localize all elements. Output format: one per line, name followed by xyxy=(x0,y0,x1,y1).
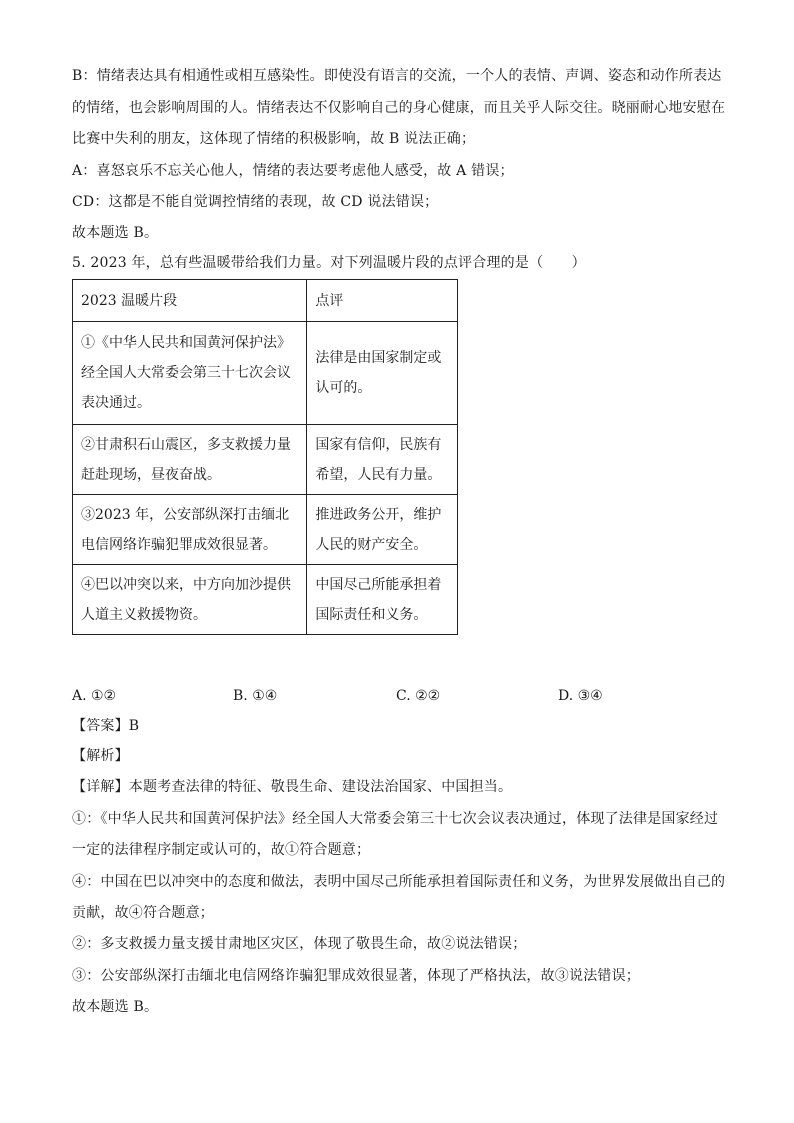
text-line: 比赛中失利的朋友，这体现了情绪的积极影响，故 B 说法正确； xyxy=(72,131,476,147)
text-line: 的情绪，也会影响周围的人。情绪表达不仅影响自己的身心健康，而且关乎人际交往。晓丽耐心地安慰在 xyxy=(72,100,726,116)
option-c: C. ②② xyxy=(396,688,441,704)
table-row xyxy=(73,565,458,635)
question-stem: 5. 2023 年，总有些温暖带给我们力量。对下列温暖片段的点评合理的是（ ） xyxy=(72,255,586,271)
text-line: 一定的法律程序制定或认可的，故①符合题意； xyxy=(72,842,371,858)
table-row xyxy=(73,322,458,425)
comment-cell: 推进政务公开，维护人民的财产安全。 xyxy=(307,495,458,565)
text-line: 【详解】本题考查法律的特征、敬畏生命、建设法治国家、中国担当。 xyxy=(72,779,513,795)
text-line: ③：公安部纵深打击缅北电信网络诈骗犯罪成效很显著，体现了严格执法，故③说法错误； xyxy=(72,968,640,984)
fragments-table xyxy=(72,279,458,635)
table-header-comment: 点评 xyxy=(307,280,458,322)
text-line: CD：这都是不能自觉调控情绪的表现，故 CD 说法错误； xyxy=(72,194,439,210)
text-line: A：喜怒哀乐不忘关心他人，情绪的表达要考虑他人感受，故 A 错误； xyxy=(72,163,514,179)
fragment-cell: ③2023 年，公安部纵深打击缅北电信网络诈骗犯罪成效很显著。 xyxy=(73,495,307,565)
option-b: B. ①④ xyxy=(233,688,278,704)
comment-cell: 法律是由国家制定或认可的。 xyxy=(307,322,458,425)
option-d: D. ③④ xyxy=(558,688,603,704)
text-line: B：情绪表达具有相通性或相互感染性。即使没有语言的交流，一个人的表情、声调、姿态和动作所表达 xyxy=(72,68,722,84)
text-line: ②：多支救援力量支援甘肃地区灾区，体现了敬畏生命，故②说法错误； xyxy=(72,936,527,952)
table-header-row xyxy=(73,280,458,322)
comment-cell: 中国尽己所能承担着国际责任和义务。 xyxy=(307,565,458,635)
text-line: 故本题选 B。 xyxy=(72,225,159,241)
table-header-fragment: 2023 温暖片段 xyxy=(73,280,307,322)
table-row xyxy=(73,495,458,565)
text-line: ④：中国在巴以冲突中的态度和做法，表明中国尽己所能承担着国际责任和义务，为世界发展做出自己的 xyxy=(72,874,726,890)
analysis-label: 【解析】 xyxy=(72,748,129,764)
option-a: A. ①② xyxy=(72,688,117,704)
text-line: 故本题选 B。 xyxy=(72,999,159,1015)
text-line: ①：《中华人民共和国黄河保护法》经全国人大常委会第三十七次会议表决通过，体现了法律是国家经过 xyxy=(72,811,719,827)
fragment-cell: ④巴以冲突以来，中方向加沙提供人道主义救援物资。 xyxy=(73,565,307,635)
comment-cell: 国家有信仰，民族有希望，人民有力量。 xyxy=(307,425,458,495)
table-row xyxy=(73,425,458,495)
fragment-cell: ②甘肃积石山震区，多支救援力量赶赴现场，昼夜奋战。 xyxy=(73,425,307,495)
fragment-cell: ①《中华人民共和国黄河保护法》经全国人大常委会第三十七次会议表决通过。 xyxy=(73,322,307,425)
answer-label: 【答案】B xyxy=(72,718,140,734)
text-line: 贡献，故④符合题意； xyxy=(72,905,214,921)
